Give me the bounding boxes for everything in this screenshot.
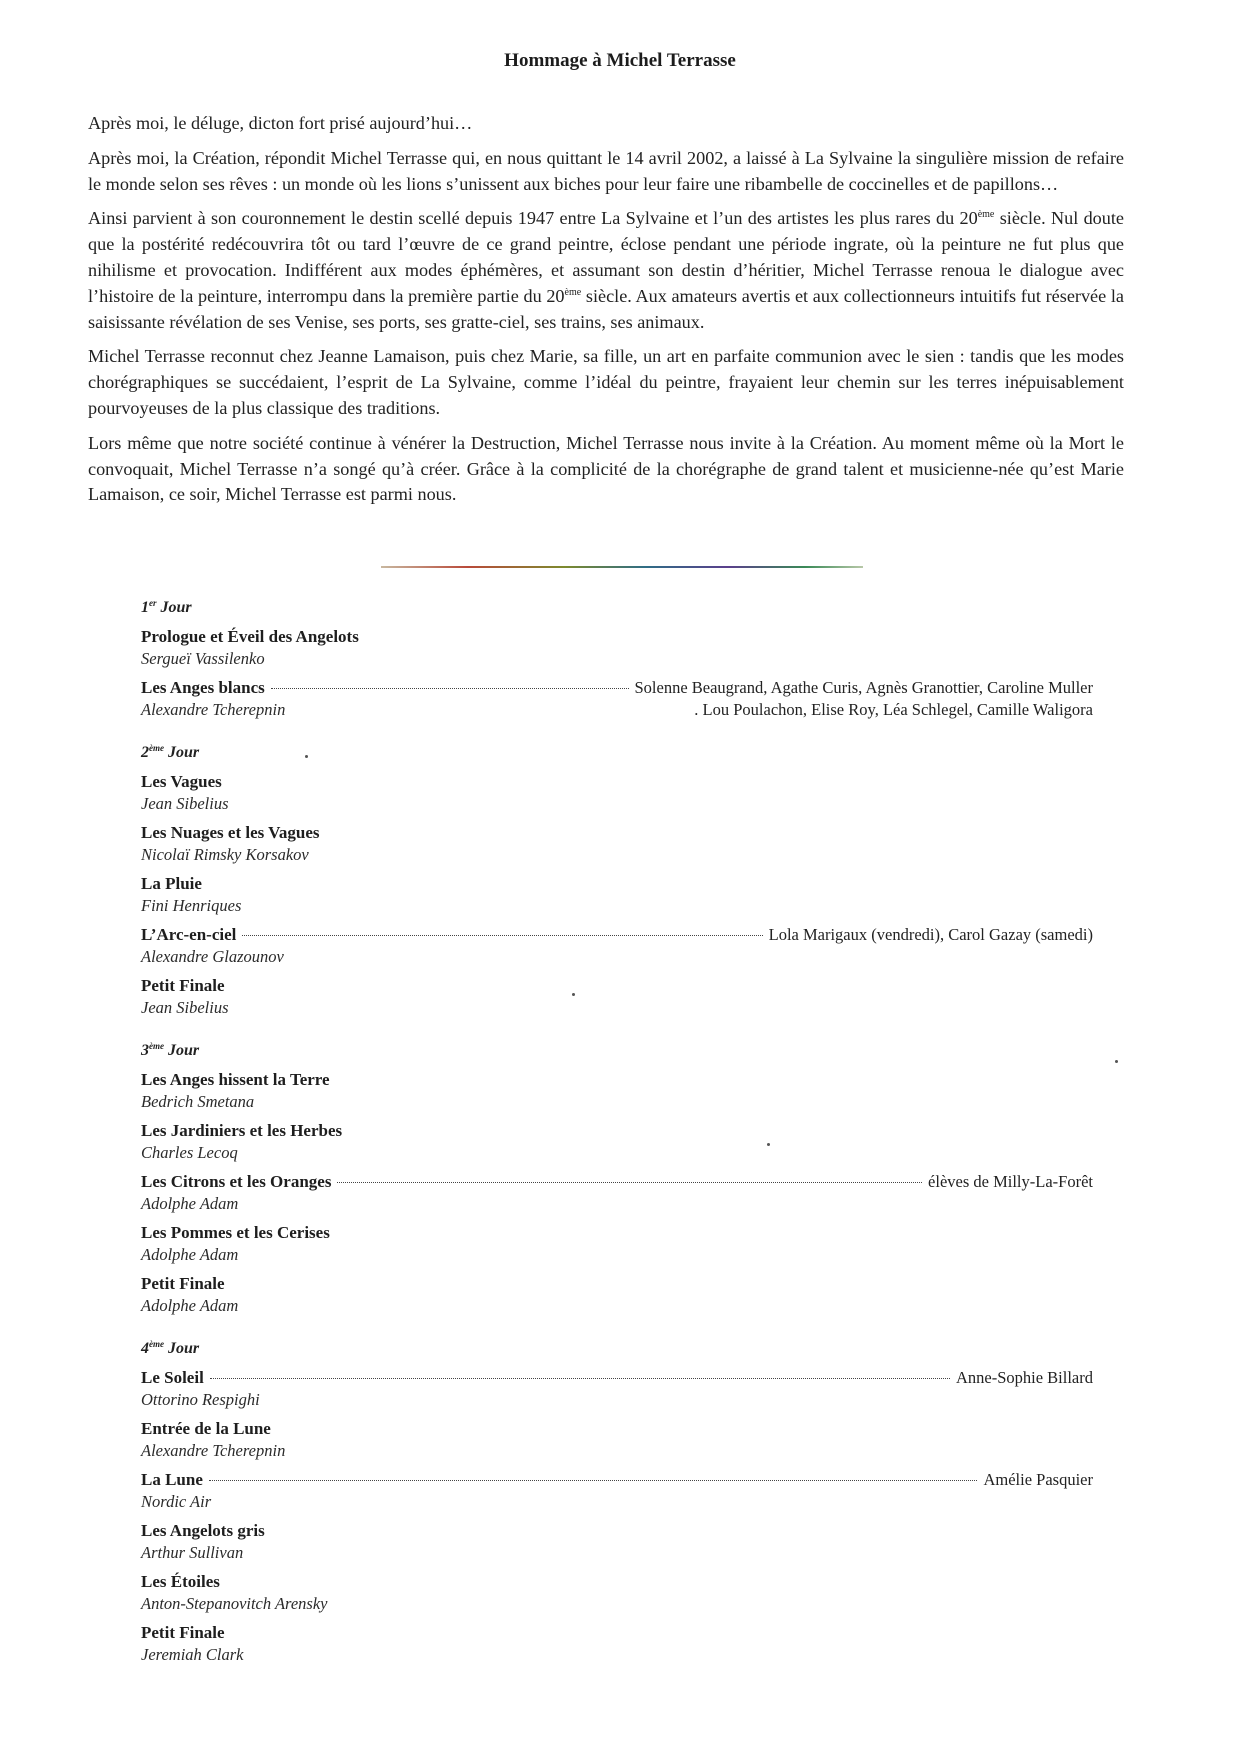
piece-title: Le Soleil (141, 1368, 204, 1387)
composer-row (141, 1295, 1093, 1317)
day-heading (141, 1040, 1093, 1062)
scan-speck (767, 1143, 770, 1146)
cast-list-continued: . Lou Poulachon, Elise Roy, Léa Schlegel, Camille Waligora (694, 700, 1093, 719)
composer-row (141, 1491, 1093, 1513)
piece-title-row (141, 1418, 1093, 1440)
day-number: 1 (141, 599, 149, 616)
composer-name: Fini Henriques (141, 896, 242, 915)
programme-piece (141, 1367, 1093, 1411)
piece-title-row (141, 1120, 1093, 1142)
composer-name: Adolphe Adam (141, 1296, 239, 1315)
piece-title-row (141, 1571, 1093, 1593)
dot-leader (242, 935, 762, 936)
composer-row (141, 1091, 1093, 1113)
scan-speck (305, 755, 308, 758)
composer-name: Adolphe Adam (141, 1194, 239, 1213)
composer-name: Charles Lecoq (141, 1143, 238, 1162)
piece-title-row (141, 822, 1093, 844)
day-ordinal-suffix: ème (149, 743, 164, 753)
programme-piece (141, 873, 1093, 917)
piece-title: Petit Finale (141, 1623, 225, 1642)
piece-title: Petit Finale (141, 1274, 225, 1293)
composer-name: Alexandre Tcherepnin (141, 1441, 286, 1460)
composer-row (141, 1193, 1093, 1215)
day-heading (141, 1338, 1093, 1360)
piece-title-row (141, 1171, 1093, 1193)
piece-title: Entrée de la Lune (141, 1419, 271, 1438)
intro-paragraph-3-part-c: siècle. Aux amateurs avertis et aux collectionneurs intuitifs fut réservée la saisissante révélation de ses Venise, ses ports, ses gratte-ciel, ses trains, ses animaux. (88, 285, 1124, 332)
day-number: 3 (141, 1042, 149, 1059)
programme-day (141, 742, 1093, 1019)
piece-title: Les Citrons et les Oranges (141, 1172, 332, 1191)
piece-title: Les Anges blancs (141, 678, 265, 697)
piece-title-row (141, 1222, 1093, 1244)
programme-piece (141, 975, 1093, 1019)
cast-list: Anne-Sophie Billard (955, 1368, 1093, 1387)
piece-title: Les Anges hissent la Terre (141, 1070, 330, 1089)
piece-title: Les Angelots gris (141, 1521, 265, 1540)
day-heading (141, 742, 1093, 764)
composer-name: Jeremiah Clark (141, 1645, 244, 1664)
piece-title-row (141, 677, 1093, 699)
programme-piece (141, 1418, 1093, 1462)
dot-leader (210, 1378, 950, 1379)
dot-leader (209, 1480, 978, 1481)
dot-leader (271, 688, 629, 689)
intro-paragraph-1: Après moi, le déluge, dicton fort prisé aujourd’hui… (88, 113, 473, 133)
cast-list: Lola Marigaux (vendredi), Carol Gazay (samedi) (768, 925, 1093, 944)
day-ordinal-suffix: ème (149, 1041, 164, 1051)
programme-piece (141, 677, 1093, 721)
piece-title-row (141, 1520, 1093, 1542)
composer-row (141, 793, 1093, 815)
programme-piece (141, 1571, 1093, 1615)
composer-name: Adolphe Adam (141, 1245, 239, 1264)
piece-title: L’Arc-en-ciel (141, 925, 237, 944)
programme-piece (141, 1222, 1093, 1266)
piece-title: Les Nuages et les Vagues (141, 823, 320, 842)
composer-row (141, 844, 1093, 866)
composer-name: Ottorino Respighi (141, 1390, 260, 1409)
composer-row (141, 997, 1093, 1019)
intro-text (88, 111, 1124, 517)
dot-leader (337, 1182, 922, 1183)
intro-paragraph-4: Michel Terrasse reconnut chez Jeanne Lamaison, puis chez Marie, sa fille, un art en parfaite communion avec le sien : tandis que les modes chorégraphiques se succédaient, l’esprit de La Sylvaine, comme l’idéal du peintre, frayaient leur chemin sur les terres inépuisablement pourvoyeuses de la plus classique des traditions. (88, 346, 1124, 418)
day-ordinal-suffix: er (149, 598, 157, 608)
programme-piece (141, 924, 1093, 968)
intro-paragraph-3 (88, 206, 1124, 335)
piece-title: Les Étoiles (141, 1572, 220, 1591)
composer-row (141, 946, 1093, 968)
piece-title: Petit Finale (141, 976, 225, 995)
cast-list: élèves de Milly-La-Forêt (928, 1172, 1093, 1191)
day-word: Jour (160, 599, 192, 616)
composer-name: Alexandre Glazounov (141, 947, 284, 966)
programme-piece (141, 1120, 1093, 1164)
programme-piece (141, 1273, 1093, 1317)
day-heading (141, 597, 1093, 619)
programme-piece (141, 626, 1093, 670)
composer-name: Alexandre Tcherepnin (141, 700, 286, 719)
composer-row (141, 699, 1093, 721)
section-divider (381, 566, 863, 568)
composer-row (141, 1389, 1093, 1411)
piece-title-row (141, 1622, 1093, 1644)
programme-piece (141, 822, 1093, 866)
scan-speck (1115, 1060, 1118, 1063)
programme-day (141, 1338, 1093, 1666)
ordinal-superscript: ème (977, 209, 995, 221)
composer-name: Nicolaï Rimsky Korsakov (141, 845, 309, 864)
composer-name: Sergueï Vassilenko (141, 649, 265, 668)
composer-row (141, 648, 1093, 670)
cast-list: Amélie Pasquier (983, 1470, 1093, 1489)
composer-row (141, 1440, 1093, 1462)
day-word: Jour (168, 744, 200, 761)
composer-row (141, 1593, 1093, 1615)
composer-row (141, 1644, 1093, 1666)
programme-piece (141, 1069, 1093, 1113)
piece-title: Prologue et Éveil des Angelots (141, 627, 359, 646)
programme-piece (141, 771, 1093, 815)
day-ordinal-suffix: ème (149, 1339, 164, 1349)
piece-title: Les Vagues (141, 772, 222, 791)
day-word: Jour (168, 1340, 200, 1357)
piece-title-row (141, 975, 1093, 997)
intro-paragraph-2: Après moi, la Création, répondit Michel Terrasse qui, en nous quittant le 14 avril 2002, a laissé à La Sylvaine la singulière mission de refaire le monde selon ses rêves : un monde où les lions s’unissent aux biches pour leur faire une ribambelle de coccinelles et de papillons… (88, 147, 1124, 194)
programme-piece (141, 1520, 1093, 1564)
day-number: 2 (141, 744, 149, 761)
composer-row (141, 1244, 1093, 1266)
piece-title: La Lune (141, 1470, 203, 1489)
cast-list: Solenne Beaugrand, Agathe Curis, Agnès Granottier, Caroline Muller (634, 678, 1093, 697)
composer-name: Jean Sibelius (141, 794, 229, 813)
scan-speck (572, 993, 575, 996)
ordinal-superscript: ème (564, 286, 582, 298)
day-number: 4 (141, 1340, 149, 1357)
programme-day (141, 1040, 1093, 1317)
composer-name: Arthur Sullivan (141, 1543, 244, 1562)
composer-name: Anton-Stepanovitch Arensky (141, 1594, 328, 1613)
piece-title-row (141, 1273, 1093, 1295)
piece-title: Les Pommes et les Cerises (141, 1223, 330, 1242)
piece-title: Les Jardiniers et les Herbes (141, 1121, 343, 1140)
intro-paragraph-3-part-a: Ainsi parvient à son couronnement le destin scellé depuis 1947 entre La Sylvaine et l’un des artistes les plus rares du 20 (88, 208, 978, 229)
piece-title-row (141, 924, 1093, 946)
day-word: Jour (168, 1042, 200, 1059)
programme-piece (141, 1171, 1093, 1215)
piece-title-row (141, 873, 1093, 895)
composer-name: Jean Sibelius (141, 998, 229, 1017)
programme-list (141, 597, 1093, 1687)
piece-title-row (141, 1469, 1093, 1491)
composer-name: Nordic Air (141, 1492, 212, 1511)
programme-day (141, 597, 1093, 721)
programme-piece (141, 1622, 1093, 1666)
intro-paragraph-3-part-b: siècle. Nul doute que la postérité redécouvrira tôt ou tard l’œuvre de ce grand peintre, éclose pendant une période ingrate, où la peinture ne fut plus que nihilisme et provocation. Indifférent aux modes éphémères, et assumant son destin d’héritier, Michel Terrasse renoua le dialogue avec l’histoire de la peinture, interrompu dans la première partie du 20 (88, 208, 1124, 306)
intro-paragraph-5: Lors même que notre société continue à vénérer la Destruction, Michel Terrasse nous invite à la Création. Au moment même où la Mort le convoquait, Michel Terrasse n’a songé qu’à créer. Grâce à la complicité de la chorégraphe de grand talent et musicienne-née qu’est Marie Lamaison, ce soir, Michel Terrasse est parmi nous. (88, 432, 1124, 505)
composer-row (141, 1142, 1093, 1164)
composer-row (141, 1542, 1093, 1564)
piece-title: La Pluie (141, 874, 202, 893)
page-title: Hommage à Michel Terrasse (504, 50, 736, 71)
piece-title-row (141, 771, 1093, 793)
piece-title-row (141, 1069, 1093, 1091)
composer-row (141, 895, 1093, 917)
piece-title-row (141, 1367, 1093, 1389)
composer-name: Bedrich Smetana (141, 1092, 255, 1111)
programme-piece (141, 1469, 1093, 1513)
piece-title-row (141, 626, 1093, 648)
